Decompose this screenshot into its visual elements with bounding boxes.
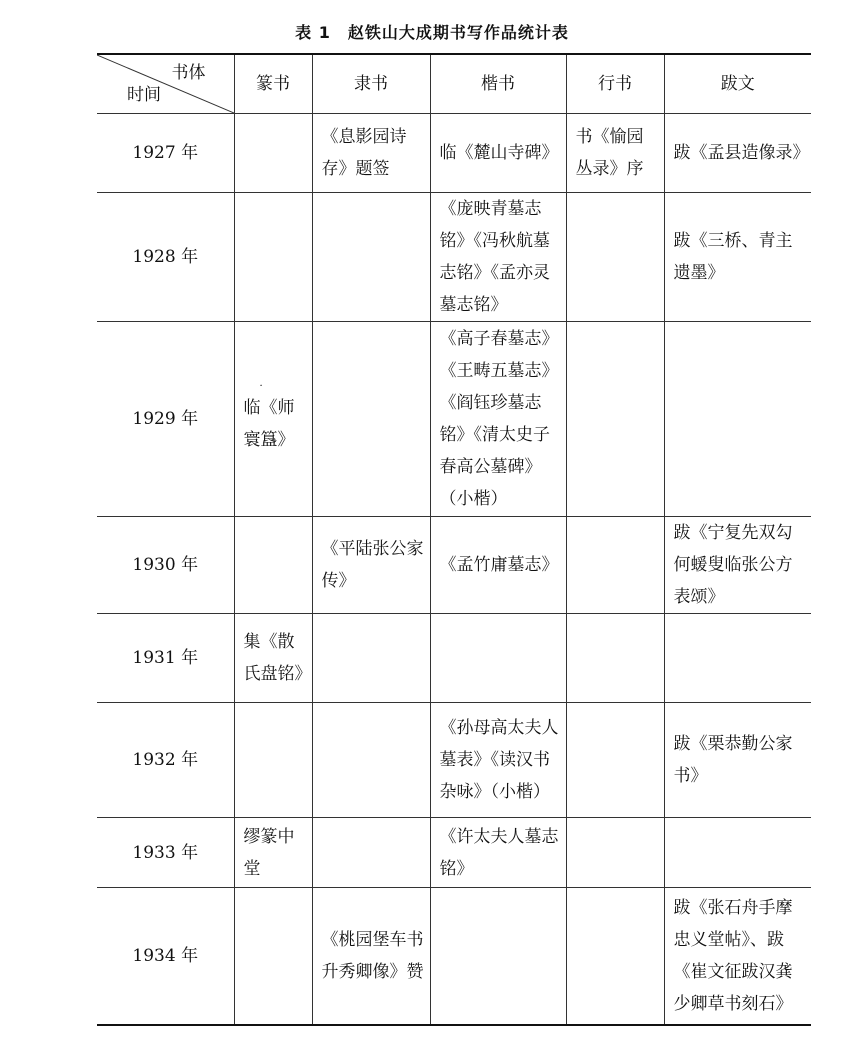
kai-cell: 《庞映青墓志铭》《冯秋航墓志铭》《孟亦灵墓志铭》 [430, 193, 566, 322]
header-time-label: 时间 [127, 85, 161, 105]
zhuan-cell: 缪篆中堂 [234, 818, 312, 888]
ba-cell [664, 322, 811, 517]
header-row [97, 54, 811, 114]
ba-cell: 跋《宁复先双勾何蝯叟临张公方表颂》 [664, 517, 811, 614]
kai-cell [430, 888, 566, 1025]
kai-cell: 《孙母高太夫人墓表》《读汉书杂咏》（小楷） [430, 703, 566, 818]
xing-cell [566, 888, 664, 1025]
xing-cell [566, 614, 664, 703]
xing-cell [566, 703, 664, 818]
kai-cell: 《高子春墓志》《王畴五墓志》《阎钰珍墓志铭》《清太史子春高公墓碑》（小楷） [430, 322, 566, 517]
year-cell: 1929 年 [132, 409, 199, 429]
diagonal-header-cell [97, 54, 234, 114]
li-cell [312, 614, 430, 703]
zhuan-cell: 集《散氏盘铭》 [234, 614, 312, 703]
table-title: 表 1 赵铁山大成期书写作品统计表 [295, 23, 569, 42]
ba-cell [664, 614, 811, 703]
table-row [97, 193, 811, 322]
kai-cell: 临《麓山寺碑》 [430, 114, 566, 193]
year-cell: 1930 年 [132, 555, 199, 575]
table-row [97, 114, 811, 193]
table-row [97, 703, 811, 818]
col-header-ba: 跋文 [664, 54, 811, 114]
ba-cell [664, 818, 811, 888]
table-row [97, 517, 811, 614]
col-header-zhuan: 篆书 [234, 54, 312, 114]
zhuan-cell [234, 322, 312, 517]
ba-cell: 跋《三桥、青主遗墨》 [664, 193, 811, 322]
li-cell [312, 193, 430, 322]
zhuan-cell-text: 临《师寰簋》 [243, 398, 295, 450]
works-table [97, 53, 811, 1026]
zhuan-cell [234, 114, 312, 193]
header-script-label: 书体 [171, 63, 206, 83]
xing-cell [566, 193, 664, 322]
diagonal-line [97, 55, 234, 113]
col-header-xing: 行书 [566, 54, 664, 114]
year-cell: 1928 年 [132, 247, 199, 267]
kai-cell: 《孟竹庸墓志》 [430, 517, 566, 614]
year-cell: 1934 年 [132, 945, 199, 966]
li-cell: 《桃园堡车书升秀卿像》赞 [312, 888, 430, 1025]
xing-cell: 书《愉园丛录》序 [566, 114, 664, 193]
li-cell [312, 322, 430, 517]
li-cell: 《平陆张公家传》 [312, 517, 430, 614]
emphasis-dot: · [259, 381, 263, 392]
ba-cell: 跋《孟县造像录》 [664, 114, 811, 193]
table-row [97, 818, 811, 888]
table-row [97, 322, 811, 517]
zhuan-cell [234, 703, 312, 818]
year-cell: 1927 年 [132, 143, 199, 163]
li-cell: 《息影园诗存》题签 [312, 114, 430, 193]
zhuan-cell [234, 193, 312, 322]
year-cell: 1932 年 [132, 750, 199, 770]
year-cell: 1931 年 [132, 648, 199, 668]
xing-cell [566, 517, 664, 614]
li-cell [312, 818, 430, 888]
year-cell: 1933 年 [132, 842, 199, 863]
col-header-li: 隶书 [312, 54, 430, 114]
table-row [97, 614, 811, 703]
col-header-kai: 楷书 [430, 54, 566, 114]
xing-cell [566, 322, 664, 517]
table-row [97, 888, 811, 1025]
zhuan-cell [234, 888, 312, 1025]
xing-cell [566, 818, 664, 888]
ba-cell: 跋《张石舟手摩忠义堂帖》、跋《崔文征跋汉龚少卿草书刻石》 [664, 888, 811, 1025]
ba-cell: 跋《栗恭勤公家书》 [664, 703, 811, 818]
li-cell [312, 703, 430, 818]
kai-cell: 《许太夫人墓志铭》 [430, 818, 566, 888]
zhuan-cell [234, 517, 312, 614]
kai-cell [430, 614, 566, 703]
